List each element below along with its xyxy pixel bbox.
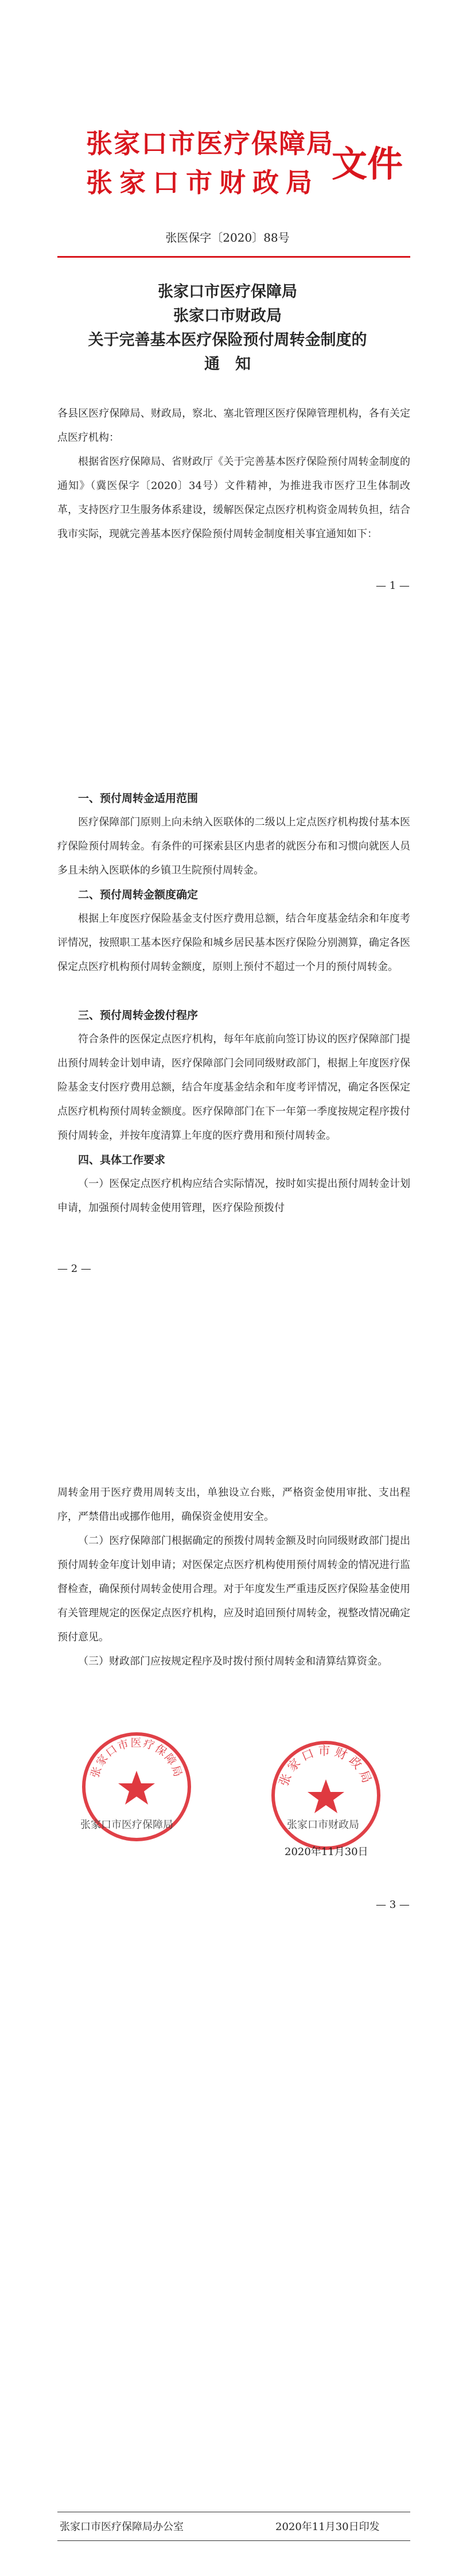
header-agency-line1: 张家口市医疗保障局	[86, 128, 334, 159]
section3-heading: 三、预付周转金拨付程序	[78, 1009, 199, 1022]
intro-paragraph: 根据省医疗保障局、省财政厅《关于完善基本医疗保险预付周转金制度的通知》（冀医保字〔2020〕34号）文件精神，为推进我市医疗卫生体制改革，支持医疗卫生服务体系建设，缓解医保定点医疗机构资金周转负担，结合我市实际，现就完善基本医疗保险预付周转金制度相关事宜通知如下：	[57, 456, 410, 540]
page-number-3: — 3 —	[376, 1899, 410, 1911]
section1-heading: 一、预付周转金适用范围	[78, 792, 199, 805]
section4-heading: 四、具体工作要求	[78, 1154, 166, 1166]
section4-item2: （二）医疗保障部门根据确定的预拨付周转金额及时向同级财政部门提出预付周转金年度计划申请；对医保定点医疗机构使用预付周转金的情况进行监督检查，确保预付周转金使用合理。对于年度发生严重违反医疗保险基金使用有关管理规定的医保定点医疗机构，应及时追回预付周转金，视整改情况确定预付意见。	[57, 1535, 410, 1643]
title-line1: 张家口市医疗保障局	[158, 283, 297, 301]
issue-date: 2020年11月30日	[285, 1846, 368, 1858]
section1-text: 医疗保障部门原则上向未纳入医联体的二级以上定点医疗机构拨付基本医疗保险预付周转金。有条件的可探索县区内患者的就医分布和习惯向就医人员多且未纳入医联体的乡镇卫生院预付周转金。	[57, 816, 410, 876]
left-seal-text: 张家口市医疗保障局	[88, 1736, 185, 1780]
red-divider	[57, 256, 410, 258]
finance-bureau-seal	[270, 1739, 382, 1852]
right-signature: 张家口市财政局	[287, 1819, 359, 1831]
section4-item3: （三）财政部门应按规定程序及时拨付预付周转金和清算结算资金。	[78, 1655, 388, 1667]
right-seal-text: 张家口市财政局	[277, 1744, 375, 1789]
section4-item1-part1: （一）医保定点医疗机构应结合实际情况，按时如实提出预付周转金计划申请，加强预付周转金使用管理，医疗保险预拨付	[57, 1178, 410, 1214]
section4-item1-part2: 周转金用于医疗费用周转支出，单独设立台账，严格资金使用审批、支出程序，严禁借出或挪作他用，确保资金使用安全。	[57, 1487, 410, 1523]
header-doc-word: 文件	[332, 143, 403, 185]
footer-rule-bottom	[57, 2540, 410, 2541]
title-line2: 张家口市财政局	[173, 307, 282, 325]
footer-issuer: 张家口市医疗保障局办公室	[60, 2521, 184, 2533]
document-number: 张医保字〔2020〕88号	[165, 231, 290, 245]
section2-heading: 二、预付周转金额度确定	[78, 889, 199, 901]
footer-issue-date: 2020年11月30日印发	[275, 2521, 380, 2533]
page-number-2: — 2 —	[57, 1263, 91, 1275]
addressee: 各县区医疗保障局、财政局，察北、塞北管理区医疗保障管理机构，各有关定点医疗机构：	[57, 408, 410, 444]
section2-text: 根据上年度医疗保险基金支付医疗费用总额，结合年度基金结余和年度考评情况，按照职工基本医疗保险和城乡居民基本医疗保险分别测算，确定各医保定点医疗机构预付周转金额度，原则上预付不超过一个月的预付周转金。	[57, 913, 410, 973]
section3-text: 符合条件的医保定点医疗机构，每年年底前向签订协议的医疗保障部门提出预付周转金计划申请，医疗保障部门会同同级财政部门，根据上年度医疗保险基金支付医疗费用总额，结合年度基金结余和年度考评情况，确定各医保定点医疗机构预付周转金额度。医疗保障部门在下一年第一季度按规定程序拨付预付周转金，并按年度清算上年度的医疗费用和预付周转金。	[57, 1033, 410, 1142]
header-agency-line2: 张家口市财政局	[86, 167, 319, 198]
title-line4: 通 知	[204, 355, 251, 373]
page-number-1: — 1 —	[376, 580, 410, 592]
left-signature: 张家口市医疗保障局	[80, 1819, 173, 1831]
title-line3: 关于完善基本医疗保险预付周转金制度的	[88, 331, 367, 349]
